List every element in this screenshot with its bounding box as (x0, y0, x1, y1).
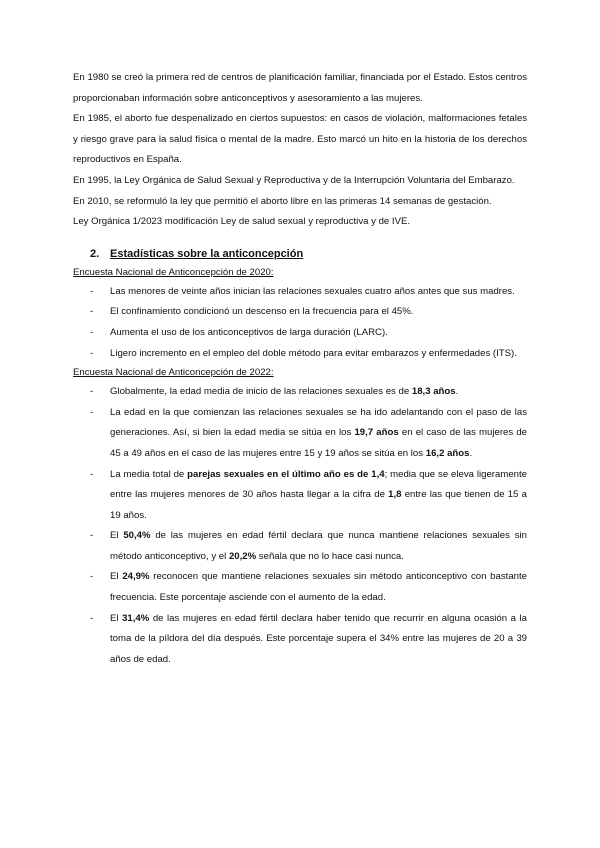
section-title: Estadísticas sobre la anticoncepción (110, 247, 304, 260)
dash-marker: - (90, 326, 94, 338)
dash-marker: - (90, 306, 94, 318)
section-number: 2. (90, 247, 100, 260)
history-paragraph: En 1980 se creó la primera red de centros de planificación familiar, financiada por el Estado. Estos centros proporcionaban información sobre anticonceptivos y asesoramiento a las mujeres. (73, 72, 527, 104)
list-item: - Las menores de veinte años inician las relaciones sexuales cuatro años antes que sus madres. (73, 282, 527, 303)
dash-marker: - (90, 468, 94, 480)
section-heading (73, 244, 527, 264)
survey-2020-list (73, 282, 527, 364)
survey-2022-list (73, 382, 527, 670)
list-item: - El 24,9% reconocen que mantiene relaciones sexuales sin método anticonceptivo con bastante frecuencia. Este porcentaje asciende con el aumento de la edad. (73, 567, 527, 608)
list-item: - Globalmente, la edad media de inicio de las relaciones sexuales es de 18,3 años. (73, 382, 527, 403)
list-item: - El 31,4% de las mujeres en edad fértil declara haber tenido que recurrir en alguna ocasión a la toma de la píldora del día después. Este porcentaje supera el 34% entre las mujeres de 20 a 39 años de edad. (73, 609, 527, 671)
history-paragraph: En 2010, se reformuló la ley que permitió el aborto libre en las primeras 14 semanas de gestación. (73, 195, 492, 207)
survey-2020-title: Encuesta Nacional de Anticoncepción de 2020: (73, 266, 274, 278)
list-item: - Ligero incremento en el empleo del doble método para evitar embarazos y enfermedades (ITS). (73, 344, 527, 365)
history-paragraph: En 1995, la Ley Orgánica de Salud Sexual y Reproductiva y de la Interrupción Voluntaria del Embarazo. (73, 174, 515, 186)
survey-2022-title: Encuesta Nacional de Anticoncepción de 2022: (73, 367, 274, 379)
list-item: - La media total de parejas sexuales en el último año es de 1,4; media que se eleva ligeramente entre las mujeres menores de 30 años hasta llegar a la cifra de 1,8 entre las que tienen de 15 a 19 años. (73, 465, 527, 527)
dash-marker: - (90, 406, 94, 418)
list-item: - La edad en la que comienzan las relaciones sexuales se ha ido adelantando con el paso de las generaciones. Así, si bien la edad media se sitúa en los 19,7 años en el caso de las mujeres de 45 a 49 años en el caso de las mujeres entre 15 y 19 años se sitúa en los 16,2 años. (73, 403, 527, 465)
dash-marker: - (90, 612, 94, 624)
list-item: - El 50,4% de las mujeres en edad fértil declara que nunca mantiene relaciones sexuales sin método anticonceptivo, y el 20,2% señala que no lo hace casi nunca. (73, 526, 527, 567)
list-item: - Aumenta el uso de los anticonceptivos de larga duración (LARC). (73, 323, 527, 344)
list-item: - El confinamiento condicionó un descenso en la frecuencia para el 45%. (73, 302, 527, 323)
history-block (73, 68, 527, 233)
dash-marker: - (90, 347, 94, 359)
dash-marker: - (90, 530, 94, 542)
dash-marker: - (90, 571, 94, 583)
history-paragraph: En 1985, el aborto fue despenalizado en ciertos supuestos: en casos de violación, malformaciones fetales y riesgo grave para la salud física o mental de la madre. Esto marcó un hito en la historia de los derechos reproductivos en España. (73, 113, 527, 166)
dash-marker: - (90, 386, 94, 398)
history-paragraph: Ley Orgánica 1/2023 modificación Ley de salud sexual y reproductiva y de IVE. (73, 216, 411, 228)
dash-marker: - (90, 285, 94, 297)
